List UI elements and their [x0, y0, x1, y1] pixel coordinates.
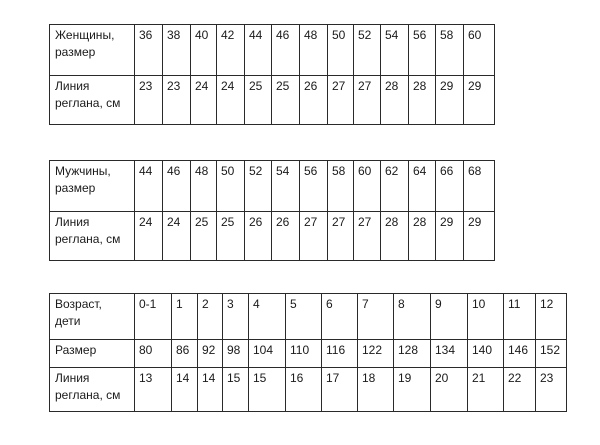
table-cell: 36	[135, 25, 163, 76]
table-cell: 42	[217, 25, 245, 76]
table-cell: 128	[394, 340, 431, 368]
table-cell: 44	[245, 25, 272, 76]
table-cell: 110	[286, 340, 322, 368]
table-cell: 80	[135, 340, 172, 368]
kids-raglan-label: Линия реглана, см	[50, 368, 135, 412]
table-cell: 50	[328, 25, 354, 76]
table-cell: 1	[172, 294, 198, 340]
table-cell: 28	[381, 76, 409, 125]
table-cell: 19	[394, 368, 431, 412]
table-cell: 28	[409, 212, 436, 261]
table-cell: 116	[322, 340, 358, 368]
table-cell: 27	[328, 212, 354, 261]
table-cell: 27	[354, 76, 381, 125]
table-row	[50, 76, 495, 125]
table-cell: 104	[249, 340, 286, 368]
table-cell: 25	[245, 76, 272, 125]
table-cell: 8	[394, 294, 431, 340]
women-size-label: Женщины, размер	[50, 25, 135, 76]
table-cell: 92	[198, 340, 223, 368]
table-cell: 3	[223, 294, 249, 340]
table-cell: 11	[504, 294, 536, 340]
table-cell: 24	[135, 212, 163, 261]
table-cell: 52	[245, 161, 272, 212]
table-cell: 56	[409, 25, 436, 76]
table-cell: 25	[191, 212, 217, 261]
table-cell: 18	[358, 368, 394, 412]
table-cell: 17	[322, 368, 358, 412]
table-cell: 29	[464, 76, 495, 125]
table-cell: 26	[245, 212, 272, 261]
table-cell: 146	[504, 340, 536, 368]
table-row	[50, 368, 567, 412]
table-cell: 98	[223, 340, 249, 368]
table-cell: 21	[468, 368, 504, 412]
table-cell: 38	[163, 25, 191, 76]
women-raglan-label: Линия реглана, см	[50, 76, 135, 125]
table-cell: 12	[536, 294, 567, 340]
table-cell: 29	[464, 212, 495, 261]
table-row	[50, 212, 495, 261]
table-cell: 58	[436, 25, 464, 76]
table-cell: 14	[198, 368, 223, 412]
table-cell: 25	[272, 76, 300, 125]
table-cell: 13	[135, 368, 172, 412]
table-cell: 62	[381, 161, 409, 212]
table-cell: 60	[354, 161, 381, 212]
table-cell: 9	[431, 294, 468, 340]
table-cell: 28	[381, 212, 409, 261]
table-cell: 23	[135, 76, 163, 125]
table-cell: 2	[198, 294, 223, 340]
table-cell: 48	[300, 25, 328, 76]
table-cell: 5	[286, 294, 322, 340]
table-cell: 52	[354, 25, 381, 76]
table-cell: 44	[135, 161, 163, 212]
table-cell: 48	[191, 161, 217, 212]
table-cell: 86	[172, 340, 198, 368]
table-cell: 24	[217, 76, 245, 125]
table-cell: 7	[358, 294, 394, 340]
table-cell: 15	[223, 368, 249, 412]
table-cell: 40	[191, 25, 217, 76]
table-cell: 140	[468, 340, 504, 368]
table-cell: 27	[328, 76, 354, 125]
table-cell: 26	[300, 76, 328, 125]
men-raglan-label: Линия реглана, см	[50, 212, 135, 261]
kids-age-label: Возраст, дети	[50, 294, 135, 340]
table-cell: 4	[249, 294, 286, 340]
table-cell: 24	[163, 212, 191, 261]
table-cell: 6	[322, 294, 358, 340]
table-cell: 68	[464, 161, 495, 212]
table-cell: 23	[536, 368, 567, 412]
table-cell: 14	[172, 368, 198, 412]
table-cell: 16	[286, 368, 322, 412]
table-cell: 15	[249, 368, 286, 412]
women-size-table	[49, 24, 495, 125]
table-row	[50, 25, 495, 76]
table-cell: 10	[468, 294, 504, 340]
men-size-table	[49, 160, 495, 261]
kids-size-table	[49, 293, 567, 412]
table-cell: 29	[436, 212, 464, 261]
table-cell: 27	[354, 212, 381, 261]
table-cell: 56	[300, 161, 328, 212]
table-cell: 22	[504, 368, 536, 412]
table-cell: 46	[272, 25, 300, 76]
table-cell: 0-1	[135, 294, 172, 340]
table-cell: 54	[381, 25, 409, 76]
table-cell: 25	[217, 212, 245, 261]
table-cell: 134	[431, 340, 468, 368]
table-cell: 46	[163, 161, 191, 212]
table-cell: 64	[409, 161, 436, 212]
table-cell: 122	[358, 340, 394, 368]
table-cell: 54	[272, 161, 300, 212]
table-cell: 50	[217, 161, 245, 212]
table-cell: 58	[328, 161, 354, 212]
table-cell: 20	[431, 368, 468, 412]
kids-size-label: Размер	[50, 340, 135, 368]
table-cell: 66	[436, 161, 464, 212]
table-cell: 27	[300, 212, 328, 261]
table-cell: 28	[409, 76, 436, 125]
table-cell: 24	[191, 76, 217, 125]
table-row	[50, 340, 567, 368]
table-cell: 29	[436, 76, 464, 125]
table-row	[50, 161, 495, 212]
table-cell: 60	[464, 25, 495, 76]
men-size-label: Мужчины, размер	[50, 161, 135, 212]
table-cell: 152	[536, 340, 567, 368]
table-row	[50, 294, 567, 340]
table-cell: 23	[163, 76, 191, 125]
table-cell: 26	[272, 212, 300, 261]
